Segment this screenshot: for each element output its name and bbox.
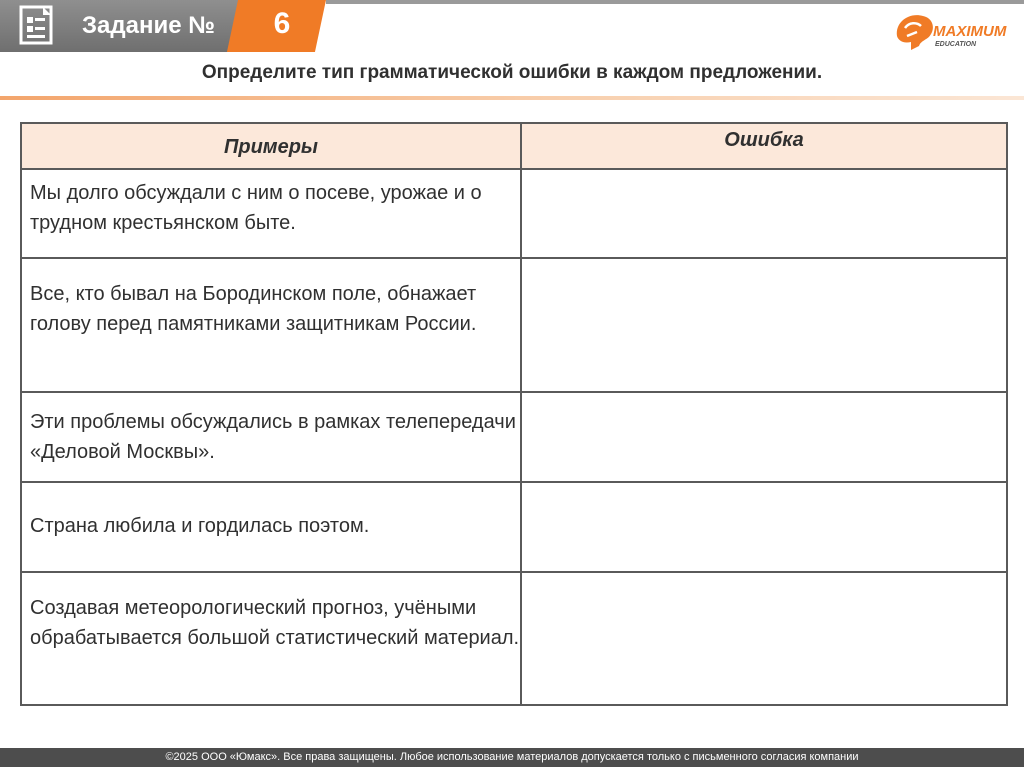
header-bar	[0, 0, 1024, 55]
task-label: Задание №	[82, 12, 215, 39]
example-text: Мы долго обсуждали с ним о посеве, урожае и о трудном крестьянском быте.	[30, 182, 482, 234]
header-divider	[0, 96, 1024, 100]
document-icon	[19, 5, 57, 45]
example-cell	[22, 393, 522, 481]
example-text: Эти проблемы обсуждались в рамках телепередачи «Деловой Москвы».	[30, 411, 516, 463]
example-text: Все, кто бывал на Бородинском поле, обнажает голову перед памятниками защитникам России.	[30, 283, 477, 335]
table-row	[22, 170, 1006, 259]
examples-table	[20, 122, 1008, 706]
error-answer-cell[interactable]	[522, 259, 1006, 391]
footer-bar	[0, 748, 1024, 767]
header-cell-error	[522, 124, 1006, 168]
header-error: Ошибка	[724, 129, 804, 151]
header-examples: Примеры	[223, 136, 319, 158]
header-strip	[326, 0, 1024, 4]
example-cell	[22, 170, 522, 257]
example-cell	[22, 483, 522, 571]
table-row	[22, 259, 1006, 393]
example-text: Создавая метеорологический прогноз, учёными обрабатывается большой статистический материал.	[30, 597, 520, 649]
maximum-logo	[893, 10, 1023, 54]
table-row	[22, 573, 1006, 704]
example-cell	[22, 573, 522, 704]
copyright-text: ©2025 ООО «Юмакс». Все права защищены. Любое использование материалов допускается только с письменного согласия компании	[165, 751, 859, 763]
task-number: 6	[273, 7, 291, 40]
error-answer-cell[interactable]	[522, 170, 1006, 257]
task-instruction: Определите тип грамматической ошибки в каждом предложении.	[201, 62, 823, 83]
table-row	[22, 483, 1006, 573]
example-cell	[22, 259, 522, 391]
brain-icon	[897, 15, 933, 50]
table-row	[22, 393, 1006, 483]
table-header-row	[22, 124, 1006, 170]
logo-name: MAXIMUM	[933, 23, 1007, 40]
error-answer-cell[interactable]	[522, 483, 1006, 571]
logo-subtitle: EDUCATION	[935, 41, 977, 48]
example-text: Страна любила и гордилась поэтом.	[30, 515, 370, 537]
error-answer-cell[interactable]	[522, 573, 1006, 704]
error-answer-cell[interactable]	[522, 393, 1006, 481]
header-cell-examples	[22, 124, 522, 168]
